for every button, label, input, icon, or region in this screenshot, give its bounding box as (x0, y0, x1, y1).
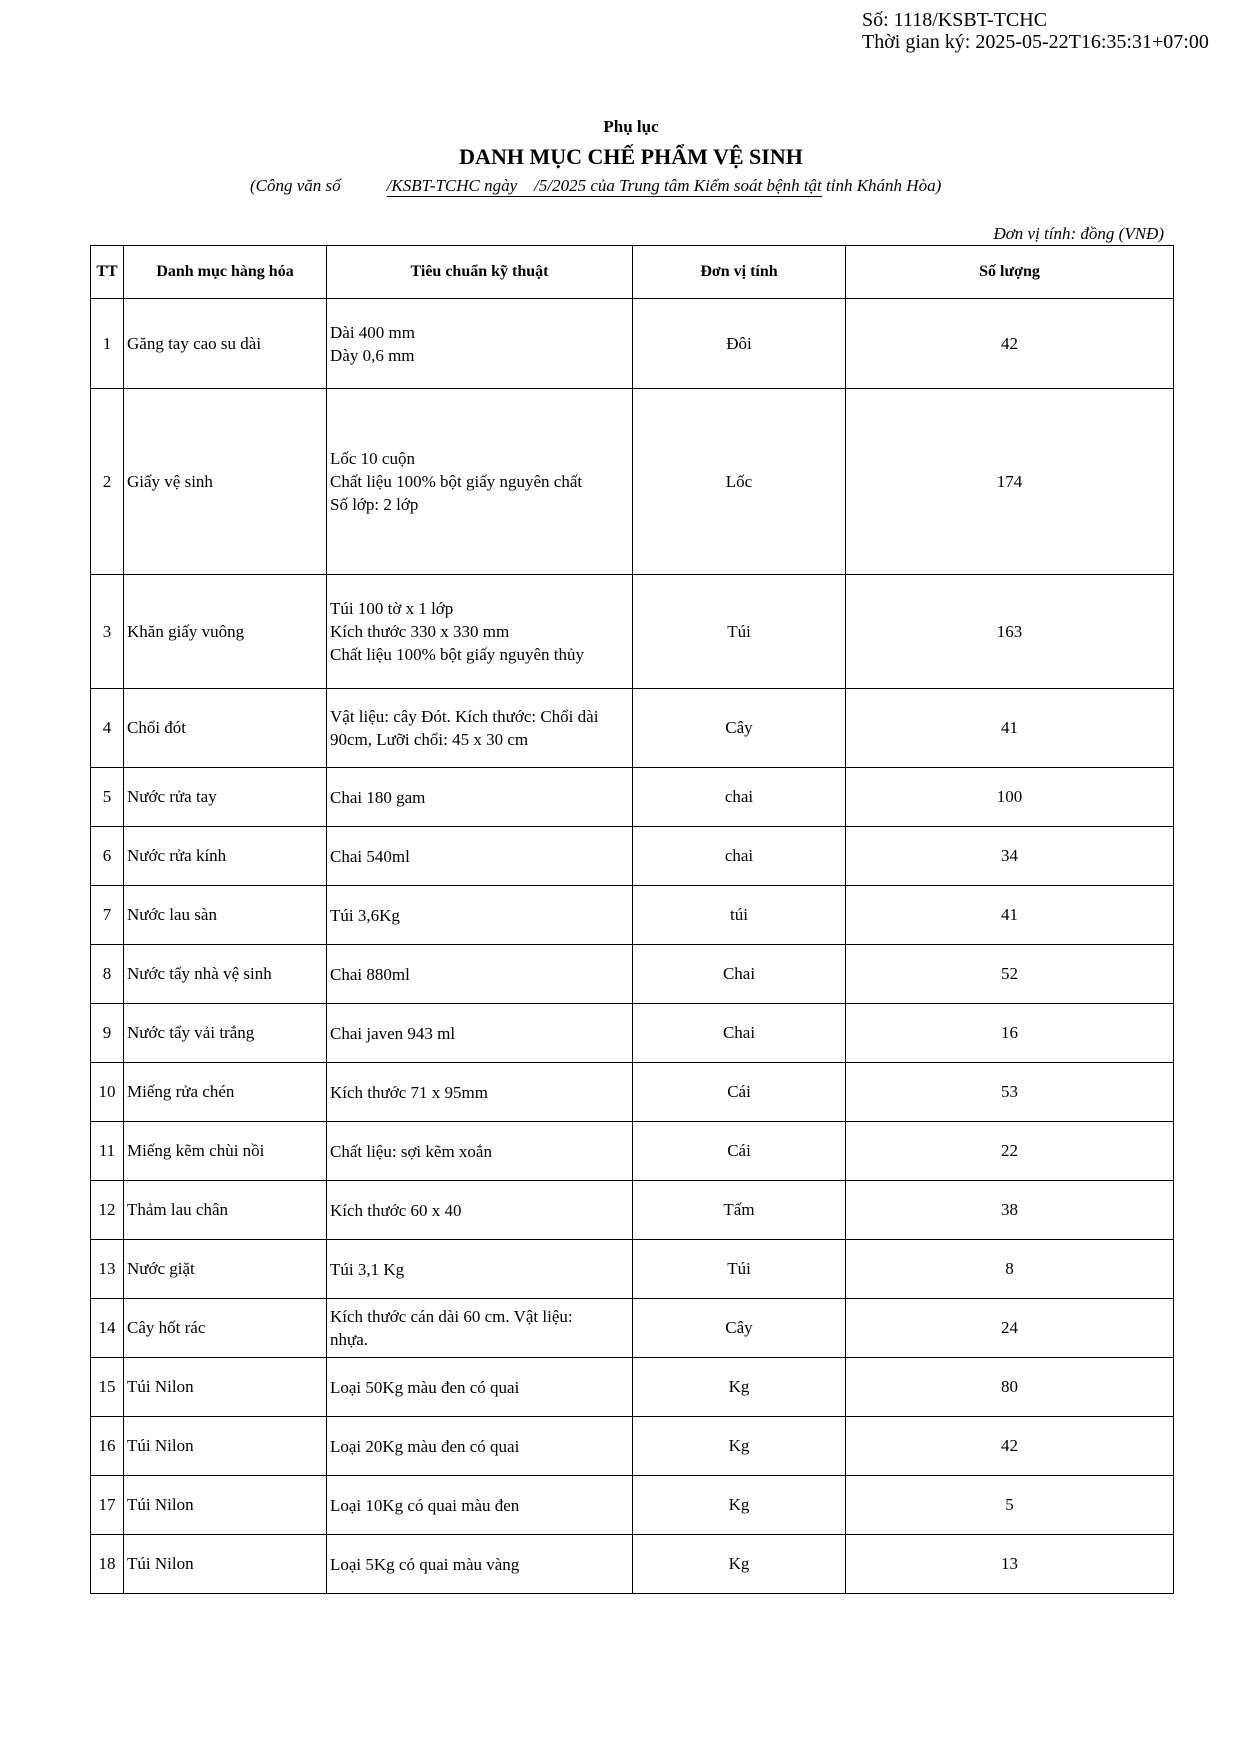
row-number: 13 (91, 1240, 124, 1299)
item-spec (327, 575, 633, 689)
item-quantity: 13 (846, 1535, 1174, 1594)
item-unit: Cây (633, 1299, 846, 1358)
item-spec (327, 1004, 633, 1063)
item-name: Nước tẩy nhà vệ sinh (124, 945, 327, 1004)
table-row (91, 1240, 1174, 1299)
item-spec (327, 689, 633, 768)
spec-line: Dày 0,6 mm (330, 345, 415, 365)
table-row (91, 1299, 1174, 1358)
item-spec (327, 1358, 633, 1417)
item-spec (327, 1122, 633, 1181)
spec-line: Lốc 10 cuộn (330, 449, 415, 468)
item-name: Túi Nilon (124, 1417, 327, 1476)
table-row (91, 1004, 1174, 1063)
item-unit: Cái (633, 1063, 846, 1122)
row-number: 5 (91, 768, 124, 827)
row-number: 6 (91, 827, 124, 886)
table-row (91, 1417, 1174, 1476)
item-quantity: 34 (846, 827, 1174, 886)
spec-line: Chai 540ml (330, 846, 410, 866)
row-number: 9 (91, 1004, 124, 1063)
item-quantity: 42 (846, 299, 1174, 389)
item-quantity: 38 (846, 1181, 1174, 1240)
spec-line: Loại 5Kg có quai màu vàng (330, 1554, 520, 1574)
item-quantity: 16 (846, 1004, 1174, 1063)
item-quantity: 8 (846, 1240, 1174, 1299)
spec-line: Kích thước cán dài 60 cm. Vật liệu: (330, 1307, 573, 1326)
spec-line: Chai 180 gam (330, 787, 426, 807)
item-unit: Tấm (633, 1181, 846, 1240)
table-row (91, 575, 1174, 689)
item-name: Nước lau sàn (124, 886, 327, 945)
spec-line: Túi 3,6Kg (330, 905, 400, 925)
table-row (91, 299, 1174, 389)
spec-line: Túi 100 tờ x 1 lớp (330, 599, 454, 618)
item-quantity: 100 (846, 768, 1174, 827)
row-number: 7 (91, 886, 124, 945)
row-number: 12 (91, 1181, 124, 1240)
item-quantity: 41 (846, 689, 1174, 768)
spec-line: 90cm, Lưỡi chổi: 45 x 30 cm (330, 730, 529, 749)
spec-line: nhựa. (330, 1330, 369, 1349)
column-header-item: Danh mục hàng hóa (124, 246, 327, 299)
table-row (91, 1358, 1174, 1417)
spec-line: Chai 880ml (330, 964, 410, 984)
item-spec (327, 299, 633, 389)
item-name: Túi Nilon (124, 1476, 327, 1535)
item-unit: Kg (633, 1535, 846, 1594)
row-number: 8 (91, 945, 124, 1004)
spec-line: Kích thước 60 x 40 (330, 1200, 462, 1220)
item-spec (327, 1535, 633, 1594)
item-name: Thảm lau chân (124, 1181, 327, 1240)
row-number: 17 (91, 1476, 124, 1535)
item-unit: Chai (633, 1004, 846, 1063)
item-quantity: 163 (846, 575, 1174, 689)
spec-line: Vật liệu: cây Đót. Kích thước: Chổi dài (330, 707, 599, 726)
spec-line: Loại 50Kg màu đen có quai (330, 1377, 520, 1397)
document-number: Số: 1118/KSBT-TCHC (862, 9, 1048, 31)
column-header-spec: Tiêu chuẩn kỹ thuật (327, 246, 633, 299)
table-row (91, 1535, 1174, 1594)
item-name: Nước tẩy vải trắng (124, 1004, 327, 1063)
item-spec (327, 1476, 633, 1535)
item-quantity: 41 (846, 886, 1174, 945)
row-number: 1 (91, 299, 124, 389)
item-name: Túi Nilon (124, 1535, 327, 1594)
reference-underlined: /KSBT-TCHC ngày /5/2025 của Trung tâm Kiểm soát bệnh tật (386, 176, 822, 195)
reference-suffix: tỉnh Khánh Hòa) (821, 176, 942, 195)
table-row (91, 1063, 1174, 1122)
reference-prefix: (Công văn số (250, 176, 341, 195)
table-row (91, 1122, 1174, 1181)
item-quantity: 5 (846, 1476, 1174, 1535)
item-quantity: 53 (846, 1063, 1174, 1122)
item-name: Nước rửa kính (124, 827, 327, 886)
item-unit: Túi (633, 1240, 846, 1299)
item-spec (327, 389, 633, 575)
item-name: Nước giặt (124, 1240, 327, 1299)
column-header-quantity: Số lượng (846, 246, 1174, 299)
table-row (91, 886, 1174, 945)
item-quantity: 42 (846, 1417, 1174, 1476)
row-number: 2 (91, 389, 124, 575)
item-unit: Kg (633, 1417, 846, 1476)
table-row (91, 945, 1174, 1004)
item-name: Khăn giấy vuông (124, 575, 327, 689)
item-spec (327, 945, 633, 1004)
item-quantity: 52 (846, 945, 1174, 1004)
row-number: 4 (91, 689, 124, 768)
row-number: 18 (91, 1535, 124, 1594)
table-header-row (91, 246, 1174, 299)
item-spec (327, 1417, 633, 1476)
item-unit: Cây (633, 689, 846, 768)
spec-line: Chất liệu: sợi kẽm xoắn (330, 1141, 492, 1161)
item-spec (327, 886, 633, 945)
document-reference (250, 176, 941, 196)
page-title: DANH MỤC CHẾ PHẨM VỆ SINH (459, 144, 803, 169)
item-unit: Cái (633, 1122, 846, 1181)
signed-time: Thời gian ký: 2025-05-22T16:35:31+07:00 (862, 31, 1209, 53)
item-name: Giấy vệ sinh (124, 389, 327, 575)
item-unit: Túi (633, 575, 846, 689)
column-header-unit: Đơn vị tính (633, 246, 846, 299)
item-quantity: 24 (846, 1299, 1174, 1358)
table-body (91, 299, 1174, 1594)
item-unit: túi (633, 886, 846, 945)
row-number: 10 (91, 1063, 124, 1122)
row-number: 16 (91, 1417, 124, 1476)
item-name: Miếng rửa chén (124, 1063, 327, 1122)
items-table (90, 245, 1174, 1594)
spec-line: Dài 400 mm (330, 322, 415, 342)
item-unit: Lốc (633, 389, 846, 575)
item-spec (327, 768, 633, 827)
spec-line: Chất liệu 100% bột giấy nguyên thủy (330, 645, 585, 664)
row-number: 15 (91, 1358, 124, 1417)
item-name: Găng tay cao su dài (124, 299, 327, 389)
spec-line: Kích thước 330 x 330 mm (330, 622, 510, 641)
spec-line: Chai javen 943 ml (330, 1023, 456, 1043)
item-name: Túi Nilon (124, 1358, 327, 1417)
table-row (91, 827, 1174, 886)
item-spec (327, 1299, 633, 1358)
table-row (91, 689, 1174, 768)
item-unit: chai (633, 768, 846, 827)
item-quantity: 174 (846, 389, 1174, 575)
table-row (91, 389, 1174, 575)
item-name: Miếng kẽm chùi nồi (124, 1122, 327, 1181)
item-spec (327, 1181, 633, 1240)
spec-line: Loại 20Kg màu đen có quai (330, 1436, 520, 1456)
item-unit: Chai (633, 945, 846, 1004)
table-row (91, 1476, 1174, 1535)
table-row (91, 1181, 1174, 1240)
appendix-label: Phụ lục (603, 117, 659, 136)
item-name: Chổi đót (124, 689, 327, 768)
row-number: 14 (91, 1299, 124, 1358)
spec-line: Kích thước 71 x 95mm (330, 1082, 488, 1102)
item-spec (327, 1063, 633, 1122)
item-unit: Kg (633, 1358, 846, 1417)
row-number: 3 (91, 575, 124, 689)
row-number: 11 (91, 1122, 124, 1181)
spec-line: Số lớp: 2 lớp (330, 495, 419, 514)
item-spec (327, 1240, 633, 1299)
item-unit: chai (633, 827, 846, 886)
spec-line: Loại 10Kg có quai màu đen (330, 1495, 520, 1515)
item-unit: Đôi (633, 299, 846, 389)
item-name: Nước rửa tay (124, 768, 327, 827)
column-header-tt: TT (91, 246, 124, 299)
table-row (91, 768, 1174, 827)
item-name: Cây hốt rác (124, 1299, 327, 1358)
item-unit: Kg (633, 1476, 846, 1535)
item-spec (327, 827, 633, 886)
item-quantity: 80 (846, 1358, 1174, 1417)
spec-line: Chất liệu 100% bột giấy nguyên chất (330, 472, 583, 491)
spec-line: Túi 3,1 Kg (330, 1259, 405, 1279)
signature-stamp (862, 9, 1209, 53)
item-quantity: 22 (846, 1122, 1174, 1181)
unit-note: Đơn vị tính: đồng (VNĐ) (993, 224, 1164, 243)
